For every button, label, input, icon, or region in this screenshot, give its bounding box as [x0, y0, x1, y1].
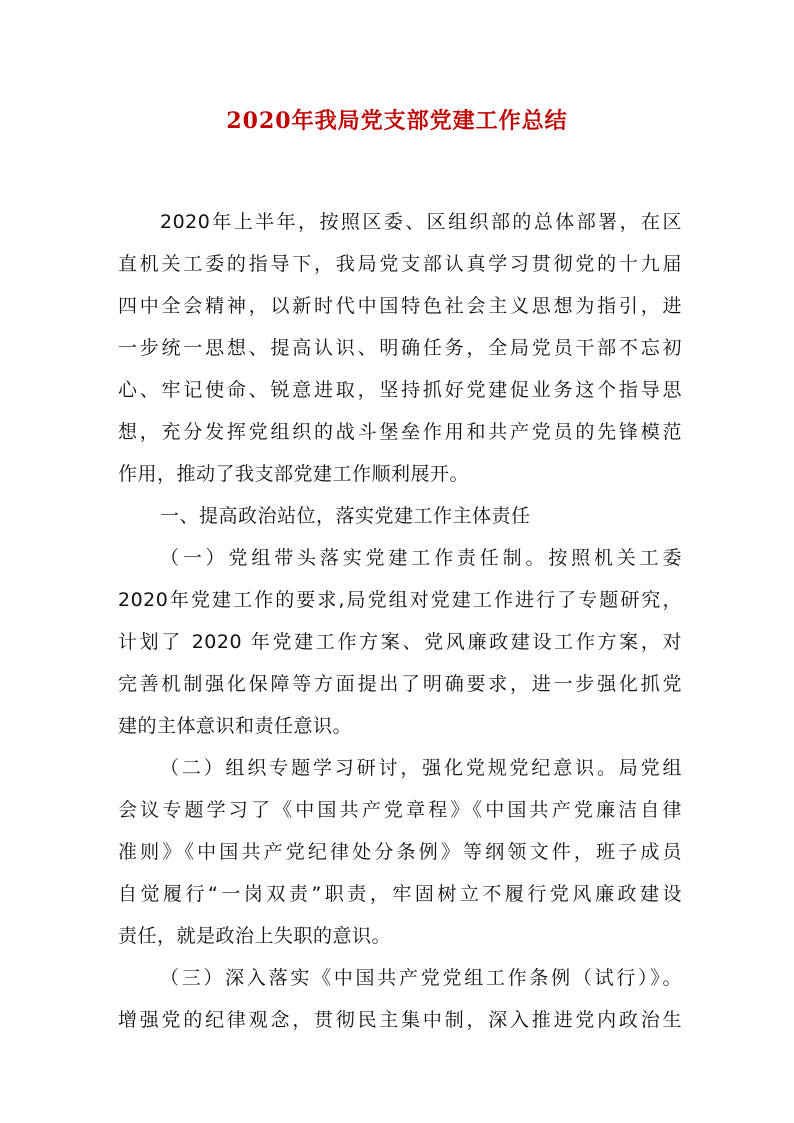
paragraph-line: （二）组织专题学习研讨，强化党规党纪意识。局党组 — [160, 757, 682, 779]
paragraph-line: 直机关工委的指导下，我局党支部认真学习贯彻党的十九届 — [118, 253, 682, 275]
paragraph-line: 2020年上半年，按照区委、区组织部的总体部署，在区 — [160, 211, 682, 233]
paragraph-line: 建的主体意识和责任意识。 — [118, 715, 353, 737]
paragraph-line: 2020年党建工作的要求,局党组对党建工作进行了专题研究， — [118, 589, 682, 611]
document-title: 2020年我局党支部党建工作总结 — [226, 108, 568, 134]
paragraph-line: 计划了 2020 年党建工作方案、党风廉政建设工作方案，对 — [118, 631, 682, 653]
paragraph-line: 增强党的纪律观念，贯彻民主集中制，深入推进党内政治生 — [118, 1009, 682, 1031]
document-body — [118, 201, 682, 1041]
paragraph-line: 自觉履行“一岗双责”职责，牢固树立不履行党风廉政建设 — [118, 883, 682, 905]
paragraph-line: （三）深入落实《中国共产党党组工作条例（试行）》。 — [160, 967, 682, 989]
paragraph-line: （一）党组带头落实党建工作责任制。按照机关工委 — [160, 547, 682, 569]
paragraph-line: 心、牢记使命、锐意进取，坚持抓好党建促业务这个指导思 — [118, 379, 682, 401]
paragraph-line: 完善机制强化保障等方面提出了明确要求，进一步强化抓党 — [118, 673, 682, 695]
paragraph-line: 责任，就是政治上失职的意识。 — [118, 925, 392, 947]
paragraph-line: 四中全会精神，以新时代中国特色社会主义思想为指引，进 — [118, 295, 682, 317]
section-heading: 一、提高政治站位，落实党建工作主体责任 — [160, 505, 531, 527]
paragraph-line: 准则》《中国共产党纪律处分条例》等纲领文件，班子成员 — [118, 841, 682, 863]
paragraph-line: 一步统一思想、提高认识、明确任务，全局党员干部不忘初 — [118, 337, 682, 359]
paragraph-line: 作用，推动了我支部党建工作顺利展开。 — [118, 463, 470, 485]
paragraph-line: 想，充分发挥党组织的战斗堡垒作用和共产党员的先锋模范 — [118, 421, 682, 443]
paragraph-line: 会议专题学习了《中国共产党章程》《中国共产党廉洁自律 — [118, 799, 682, 821]
